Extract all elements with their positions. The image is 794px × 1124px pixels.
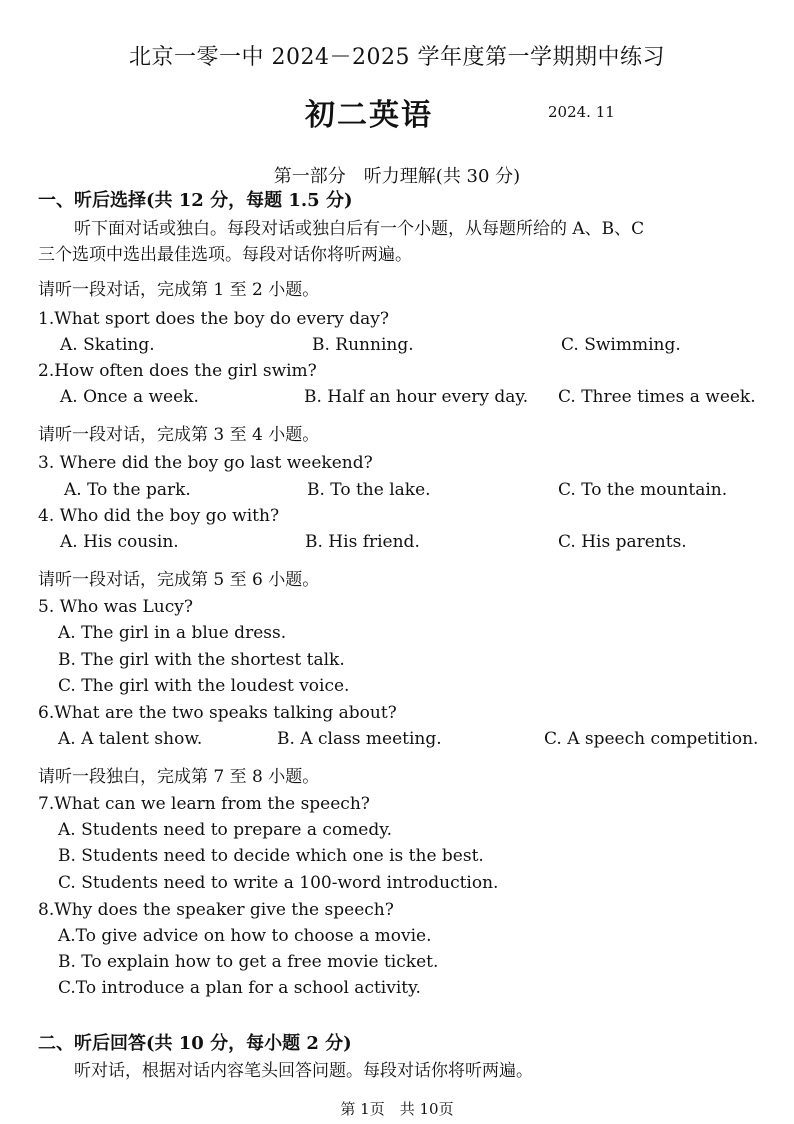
option-1b: B. Running. — [312, 335, 414, 355]
question-7: 7.What can we learn from the speech? — [38, 794, 370, 814]
listening-prompt: 请听一段对话，完成第 1 至 2 小题。 — [38, 280, 320, 300]
page-footer: 第 1页 共 10页 — [340, 1100, 454, 1118]
section2-title: 二、听后回答(共 10 分，每小题 2 分) — [38, 1033, 352, 1054]
option-5a: A. The girl in a blue dress. — [58, 623, 287, 643]
question-5: 5. Who was Lucy? — [38, 597, 193, 617]
part-title: 第一部分 听力理解(共 30 分) — [273, 166, 521, 187]
section1-instruction-line1: 听下面对话或独白。每段对话或独白后有一个小题，从每题所给的 A、B、C — [74, 219, 645, 239]
option-7b: B. Students need to decide which one is the best. — [58, 846, 484, 866]
section1-instruction-line2: 三个选项中选出最佳选项。每段对话你将听两遍。 — [38, 245, 412, 265]
option-6a: A. A talent show. — [58, 729, 203, 749]
subject-title: 初二英语 — [305, 98, 433, 133]
option-2a: A. Once a week. — [60, 387, 199, 407]
option-5c: C. The girl with the loudest voice. — [58, 676, 350, 696]
option-3a: A. To the park. — [64, 480, 191, 500]
option-2b: B. Half an hour every day. — [304, 387, 529, 407]
option-7c: C. Students need to write a 100-word introduction. — [58, 873, 499, 893]
question-3: 3. Where did the boy go last weekend? — [38, 453, 373, 473]
option-4b: B. His friend. — [305, 532, 420, 552]
option-8b: B. To explain how to get a free movie ticket. — [58, 952, 439, 972]
option-4c: C. His parents. — [558, 532, 687, 552]
option-7a: A. Students need to prepare a comedy. — [58, 820, 392, 840]
question-2: 2.How often does the girl swim? — [38, 361, 317, 381]
option-8a: A.To give advice on how to choose a movie. — [58, 926, 432, 946]
option-4a: A. His cousin. — [60, 532, 179, 552]
section1-title: 一、听后选择(共 12 分，每题 1.5 分) — [38, 190, 353, 211]
listening-prompt: 请听一段独白，完成第 7 至 8 小题。 — [38, 767, 320, 787]
section2-instruction: 听对话，根据对话内容笔头回答问题。每段对话你将听两遍。 — [74, 1061, 533, 1081]
option-6c: C. A speech competition. — [544, 729, 759, 749]
option-6b: B. A class meeting. — [277, 729, 442, 749]
question-6: 6.What are the two speaks talking about? — [38, 703, 397, 723]
listening-prompt: 请听一段对话，完成第 3 至 4 小题。 — [38, 425, 320, 445]
option-3c: C. To the mountain. — [558, 480, 728, 500]
option-1a: A. Skating. — [60, 335, 155, 355]
question-4: 4. Who did the boy go with? — [38, 506, 280, 526]
exam-date: 2024. 11 — [548, 103, 615, 121]
question-8: 8.Why does the speaker give the speech? — [38, 900, 394, 920]
option-5b: B. The girl with the shortest talk. — [58, 650, 345, 670]
option-1c: C. Swimming. — [561, 335, 681, 355]
option-2c: C. Three times a week. — [558, 387, 756, 407]
listening-prompt: 请听一段对话，完成第 5 至 6 小题。 — [38, 570, 320, 590]
exam-header-title: 北京一零一中 2024－2025 学年度第一学期期中练习 — [129, 45, 665, 70]
option-8c: C.To introduce a plan for a school activity. — [58, 978, 421, 998]
option-3b: B. To the lake. — [307, 480, 431, 500]
question-1: 1.What sport does the boy do every day? — [38, 309, 390, 329]
